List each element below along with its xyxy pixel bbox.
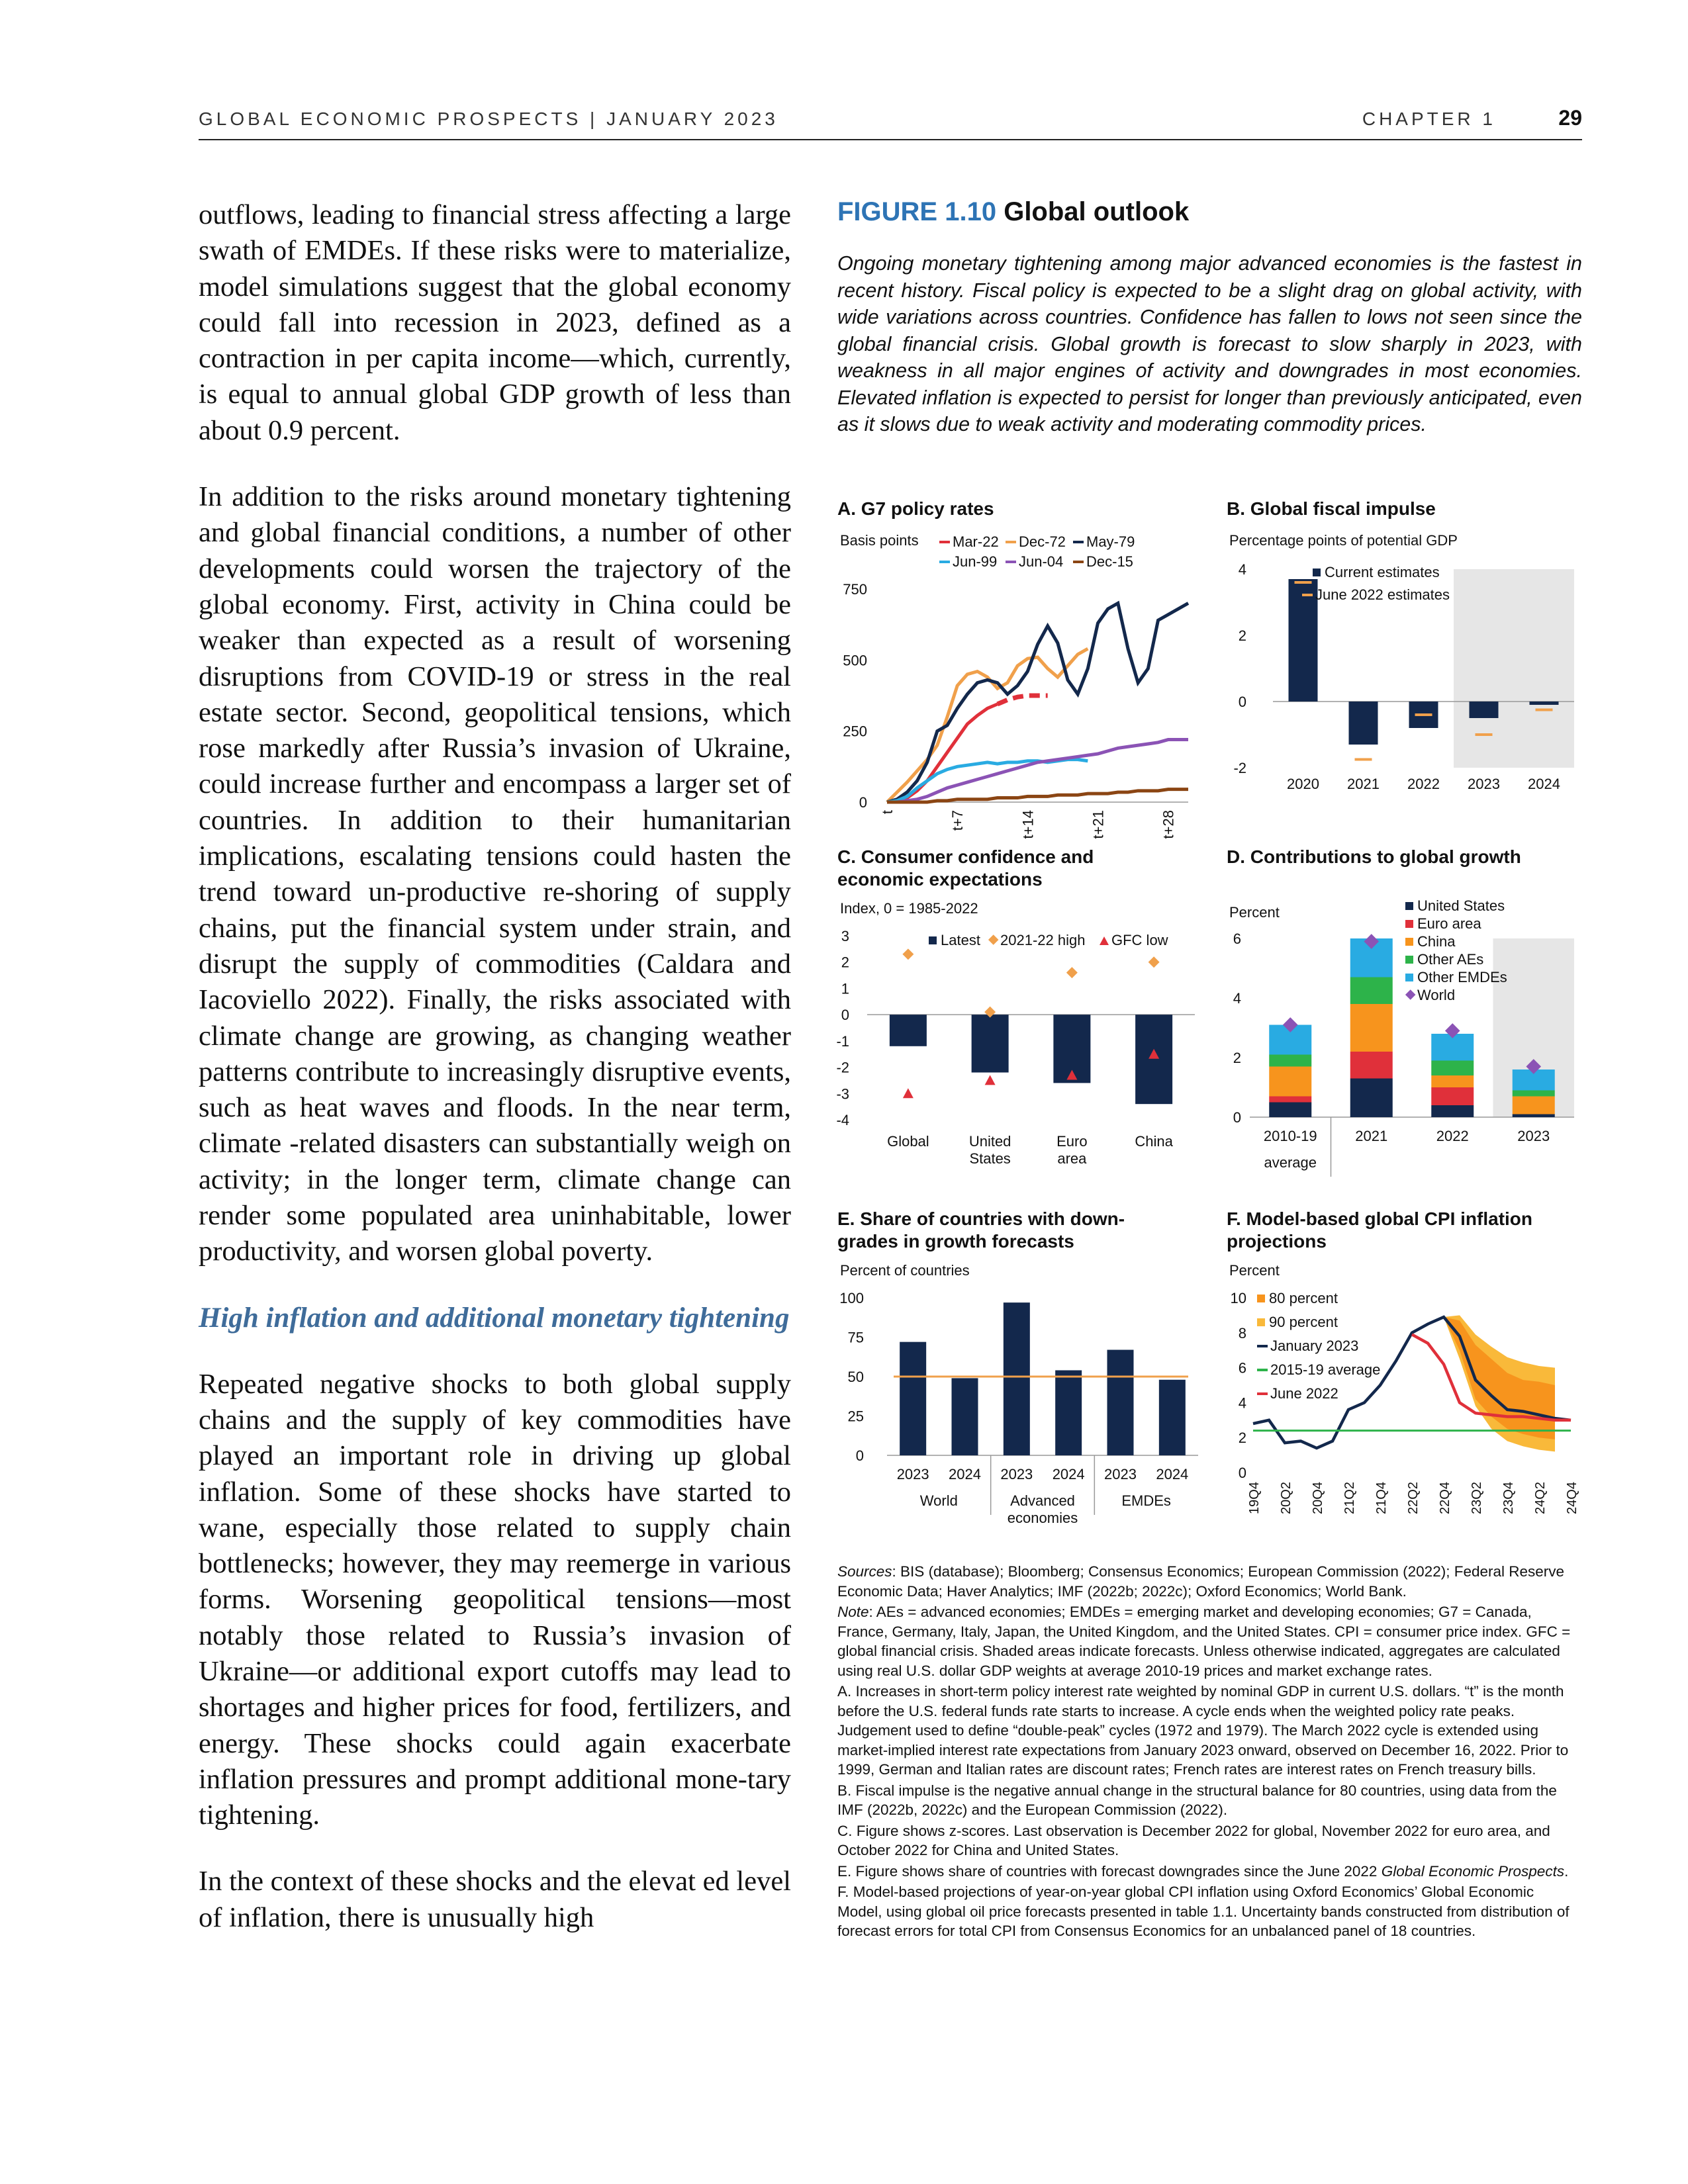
x-tick-label: 2020 — [1287, 776, 1319, 792]
x-tick-label: United — [968, 1133, 1011, 1150]
bar — [890, 1015, 927, 1046]
panel-c-chart — [837, 895, 1208, 1186]
x-tick-label: 21Q2 — [1342, 1482, 1357, 1514]
x-tick-label: 2024 — [1528, 776, 1560, 792]
bar — [972, 1015, 1009, 1072]
legend-swatch — [988, 934, 999, 945]
stack-segment — [1269, 1067, 1311, 1097]
stack-segment — [1513, 1115, 1555, 1118]
figure-notes — [837, 1562, 1582, 1942]
legend-label: GFC low — [1111, 932, 1168, 948]
x-tick-label: t — [879, 810, 896, 815]
figure-subtitle: Ongoing monetary tightening among major advanced economies is the fastest in recent history. Fiscal policy is expected to be a slight drag on global activity, with wide variations across countries. Confidence has fallen to lows not seen since the global financial crisis. Global growth is forecast to slow sharply in 2023, with weakness in all major engines of activity and downgrades in most economies. Elevated inflation is expected to persist for longer than previously anticipated, even as it slows due to weak activity and moderating commodity prices. — [837, 252, 1582, 435]
legend-label: Dec-72 — [1019, 533, 1066, 550]
note-e — [837, 1862, 1582, 1882]
x-tick-label: 22Q2 — [1406, 1482, 1421, 1514]
panel-f-title: F. Model-based global CPI inflation projections — [1227, 1208, 1533, 1251]
sources-note — [837, 1562, 1582, 1601]
legend-swatch — [1405, 989, 1416, 1000]
y-tick-label: 0 — [859, 794, 867, 811]
legend-swatch — [929, 936, 937, 944]
legend-label: 90 percent — [1269, 1314, 1338, 1330]
x-tick-label: 19Q4 — [1247, 1482, 1262, 1514]
legend-label: June 2022 — [1270, 1385, 1338, 1402]
y-axis-title: Percent — [1229, 1262, 1280, 1279]
y-axis-title: Basis points — [840, 532, 919, 549]
paragraph: In addition to the risks around monetary tightening and global financial conditions, a number of other developments could worsen the trajectory of the global economy. First, activity in China could be weaker than expected as a result of worsening disruptions from COVID-19 or stress in the real estate sector. Second, geopolitical tensions, which rose markedly after Russia’s invasion of Ukraine, could increase further and encompass a larger set of countries. In addition to their humanitarian implications, escalating tensions could hasten the trend toward un-productive re-shoring of supply chains, put the financial system under strain, and disrupt the supply of commodities (Caldara and Iacoviello 2022). Finally, the risks associated with climate change are growing, as changing weather patterns contribute to increasingly disruptive events, such as heat waves and floods. In the near term, climate -related disasters can substantially weigh on activity; in the longer term, climate change can render some populated area uninhabitable, lower productivity, and worsen global poverty. — [199, 481, 791, 1267]
marker-high — [902, 948, 914, 960]
stack-segment — [1350, 1004, 1393, 1052]
stack-segment — [1269, 1055, 1311, 1067]
x-tick-label: t+21 — [1090, 810, 1107, 839]
legend-label: Other EMDEs — [1417, 969, 1507, 985]
bar — [1055, 1370, 1082, 1455]
sources-label: Sources — [837, 1563, 892, 1580]
legend-label: 80 percent — [1269, 1290, 1338, 1306]
legend-label: Jun-04 — [1019, 553, 1064, 570]
y-tick-label: 0 — [841, 1007, 849, 1024]
legend-label: Mar-22 — [953, 533, 999, 550]
stack-segment — [1513, 1097, 1555, 1115]
x-tick-label: 2023 — [1000, 1466, 1033, 1482]
bar — [1159, 1380, 1186, 1455]
panel-c-title: C. Consumer confidence and economic expectations — [837, 846, 1094, 889]
panel-e — [837, 1208, 1208, 1539]
stack-segment — [1350, 1079, 1393, 1118]
y-tick-label: 3 — [841, 928, 849, 944]
y-tick-label: -4 — [836, 1112, 849, 1128]
legend-swatch — [1405, 974, 1413, 981]
note-label: Note — [837, 1604, 869, 1620]
x-tick-label: 2024 — [1156, 1466, 1189, 1482]
legend-swatch — [1405, 902, 1413, 910]
note-a: A. Increases in short-term policy interest rate weighted by nominal GDP in current U.S. dollars. “t” is the month before the U.S. federal funds rate starts to increase. A cycle ends when the weighted policy rate peaks. Judgement used to define “double-peak” cycles (1972 and 1979). The March 2022 cycle is extended using market-implied interest rate expectations from January 2023 onward, observed on December 16, 2022. Prior to 1999, German and Italian rates are discount rates; French rates are interest rates on French treasury bills. — [837, 1683, 1569, 1778]
legend-swatch — [1405, 920, 1413, 928]
y-tick-label: -1 — [836, 1032, 849, 1050]
y-tick-label: 0 — [1233, 1109, 1241, 1126]
x-tick-label: 24Q4 — [1565, 1482, 1579, 1514]
y-tick-label: 6 — [1238, 1359, 1246, 1377]
stack-segment — [1350, 978, 1393, 1005]
group-label: Advanced — [1010, 1492, 1075, 1509]
y-tick-label: 100 — [839, 1290, 864, 1306]
paragraph: outflows, leading to financial stress affecting a large swath of EMDEs. If these risks were to materialize, model simulations suggest that the global economy could fall into recession in 2023, defined as a contraction in per capita income—which, currently, is equal to annual global GDP growth of less than about 0.9 percent. — [199, 199, 791, 446]
x-tick-label: 2023 — [1104, 1466, 1137, 1482]
y-tick-label: 4 — [1233, 990, 1241, 1007]
legend-label: January 2023 — [1270, 1338, 1359, 1354]
y-tick-label: 0 — [1238, 694, 1246, 710]
bar — [1349, 702, 1378, 745]
panel-f-chart — [1227, 1257, 1584, 1548]
y-axis-title: Percent of countries — [840, 1262, 970, 1279]
bar — [952, 1378, 978, 1455]
y-tick-label: -3 — [836, 1085, 849, 1103]
y-tick-label: 25 — [847, 1408, 864, 1425]
x-tick-label: area — [1057, 1150, 1087, 1167]
stack-segment — [1513, 1091, 1555, 1097]
x-tick-label: 23Q4 — [1501, 1482, 1516, 1514]
x-tick-label: 22Q4 — [1438, 1482, 1452, 1514]
y-tick-label: 6 — [1233, 931, 1241, 947]
chapter-label: CHAPTER 1 — [1362, 109, 1496, 129]
page-number: 29 — [1558, 106, 1582, 130]
bar — [1135, 1015, 1172, 1104]
bar — [1530, 702, 1559, 705]
panel-d — [1227, 846, 1584, 1177]
note-e-text: E. Figure shows share of countries with forecast downgrades since the June 2022 — [837, 1862, 1382, 1880]
x-tick-label: 2024 — [949, 1466, 981, 1482]
panel-e-chart — [837, 1257, 1208, 1548]
x-tick-label: States — [969, 1150, 1011, 1167]
series-line-projection — [998, 696, 1048, 704]
forecast-shading — [1454, 569, 1574, 768]
y-tick-label: -2 — [1233, 760, 1246, 776]
x-tick-label: Global — [887, 1133, 929, 1150]
legend-label: Dec-15 — [1086, 553, 1133, 570]
page-header — [199, 106, 1582, 140]
x-tick-label: 2023 — [1517, 1128, 1550, 1144]
legend-label: Current estimates — [1325, 564, 1440, 580]
x-tick-label: 2021 — [1355, 1128, 1388, 1144]
y-axis-title: Percent — [1229, 904, 1280, 921]
panel-b-title: B. Global fiscal impulse — [1227, 498, 1436, 519]
x-tick-label: 20Q2 — [1279, 1482, 1293, 1514]
y-axis-title: Index, 0 = 1985-2022 — [840, 900, 978, 917]
legend-swatch — [1405, 956, 1413, 964]
bar — [1107, 1350, 1134, 1455]
legend-label: Other AEs — [1417, 951, 1484, 968]
running-title: GLOBAL ECONOMIC PROSPECTS | JANUARY 2023 — [199, 109, 778, 129]
sources-text: : BIS (database); Bloomberg; Consensus Economics; European Commission (2022); Federal Reserve Economic Data; Haver Analytics; IMF (2022b; 2022c); Oxford Economics; World Bank. — [837, 1563, 1565, 1600]
stack-segment — [1431, 1087, 1474, 1105]
bar — [1470, 702, 1499, 718]
figure-title — [837, 197, 1585, 227]
legend-swatch — [1313, 569, 1321, 576]
figure-name: Global outlook — [1004, 197, 1190, 226]
figure-number: FIGURE 1.10 — [837, 197, 997, 226]
panel-e-title: E. Share of countries with down-grades in growth forecasts — [837, 1208, 1125, 1251]
paragraph: In the context of these shocks and the elevat ed level of inflation, there is unusually high — [199, 1866, 791, 1933]
panel-a-chart — [837, 524, 1208, 839]
body-text-column — [199, 197, 791, 1966]
y-tick-label: 8 — [1238, 1324, 1246, 1342]
x-tick-label: t+7 — [949, 810, 966, 831]
y-tick-label: 4 — [1238, 561, 1246, 578]
x-tick-label: 24Q2 — [1533, 1482, 1548, 1514]
legend-label: 2015-19 average — [1270, 1361, 1381, 1378]
bar — [1004, 1302, 1030, 1455]
legend-swatch — [1100, 936, 1109, 945]
stack-segment — [1350, 1052, 1393, 1079]
note-b: B. Fiscal impulse is the negative annual change in the structural balance for 80 countries, using data from the IMF (2022b, 2022c) and the European Commission (2022). — [837, 1782, 1557, 1818]
stack-segment — [1431, 1105, 1474, 1117]
y-tick-label: 2 — [1233, 1050, 1241, 1066]
y-tick-label: 2 — [1238, 627, 1246, 644]
legend-swatch — [1257, 1318, 1265, 1326]
legend-label: World — [1417, 987, 1456, 1003]
bar — [900, 1342, 926, 1455]
group-label: World — [919, 1492, 958, 1509]
y-tick-label: 500 — [843, 652, 867, 669]
stack-segment — [1269, 1097, 1311, 1103]
x-tick-label: 20Q4 — [1311, 1482, 1325, 1514]
x-tick-label: 2021 — [1347, 776, 1380, 792]
x-tick-label: t+14 — [1019, 810, 1037, 839]
panel-a-title: A. G7 policy rates — [837, 498, 994, 519]
y-tick-label: 4 — [1238, 1394, 1246, 1412]
paragraph: Repeated negative shocks to both global supply chains and the supply of key commodities have played an important role in driving up global inflation. Some of these shocks have started to wane, especially those related to supply chain bottlenecks; however, they may reemerge in various forms. Worsening geopolitical tensions—most notably those related to Russia’s invasion of Ukraine—or additional export cutoffs may lead to shortages and higher prices for food, fertilizers, and energy. These shocks could again exacerbate inflation pressures and prompt additional mone-tary tightening. — [199, 1368, 791, 1831]
section-heading: High inflation and additional monetary tightening — [199, 1302, 790, 1334]
note-text: : AEs = advanced economies; EMDEs = emerging market and developing economies; G7 = Canada, France, Germany, Italy, Japan, the United Kingdom, and the United States. CPI = consumer price index. GFC = global financial crisis. Shaded areas indicate forecasts. Unless otherwise indicated, aggregates are calculated using real U.S. dollar GDP weights at average 2010-19 prices and market exchange rates. — [837, 1604, 1571, 1679]
panel-d-chart — [1227, 872, 1584, 1183]
y-tick-label: 0 — [1238, 1465, 1246, 1481]
legend-label: United States — [1417, 897, 1505, 914]
x-tick-label: 2022 — [1407, 776, 1440, 792]
y-axis-title: Percentage points of potential GDP — [1229, 532, 1458, 549]
y-tick-label: 250 — [843, 723, 867, 740]
x-tick-label: 21Q4 — [1374, 1482, 1389, 1514]
x-tick-label: t+28 — [1160, 810, 1177, 839]
panel-a — [837, 498, 1208, 839]
y-tick-label: -2 — [836, 1059, 849, 1076]
panel-d-title: D. Contributions to global growth — [1227, 846, 1521, 867]
panel-c — [837, 846, 1208, 1177]
note-e-publication: Global Economic Prospects — [1381, 1862, 1565, 1880]
group-label: EMDEs — [1121, 1492, 1171, 1509]
stack-segment — [1269, 1103, 1311, 1118]
legend-label: Latest — [941, 932, 980, 948]
x-tick-label: 2010-19 — [1263, 1128, 1317, 1144]
legend-label: China — [1417, 933, 1456, 950]
y-tick-label: 10 — [1230, 1290, 1246, 1306]
note-e-end: . — [1564, 1862, 1569, 1880]
marker-high — [1066, 967, 1078, 978]
legend-label: Euro area — [1417, 915, 1481, 932]
x-tick-label: 2023 — [1468, 776, 1500, 792]
x-tick-label: 2023 — [896, 1466, 929, 1482]
y-tick-label: 0 — [855, 1447, 864, 1464]
group-label: economies — [1007, 1510, 1078, 1526]
y-tick-label: 50 — [847, 1369, 864, 1385]
panel-b — [1227, 498, 1584, 815]
legend-label: June 2022 estimates — [1315, 586, 1450, 603]
y-tick-label: 2 — [1238, 1430, 1246, 1447]
general-note — [837, 1602, 1582, 1680]
panel-f — [1227, 1208, 1584, 1539]
stack-segment — [1431, 1075, 1474, 1087]
y-tick-label: 1 — [841, 980, 849, 997]
legend-swatch — [1257, 1295, 1265, 1302]
x-tick-label: average — [1264, 1154, 1317, 1171]
marker-high — [1149, 956, 1160, 968]
x-tick-label: 2022 — [1436, 1128, 1469, 1144]
bar — [1289, 579, 1318, 702]
x-tick-label: China — [1135, 1133, 1173, 1150]
note-f: F. Model-based projections of year-on-year global CPI inflation using Oxford Economics’ Global Economic Model, using global oil price forecasts presented in table 1.1. Uncertainty bands constructed from distribution of forecast errors for total CPI from Consensus Economics for an unbalanced panel of 18 countries. — [837, 1884, 1570, 1939]
y-tick-label: 750 — [843, 581, 867, 598]
stack-segment — [1431, 1061, 1474, 1076]
y-tick-label: 75 — [847, 1329, 864, 1346]
x-tick-label: 2024 — [1052, 1466, 1085, 1482]
marker-gfc-low — [985, 1075, 996, 1085]
panel-b-chart — [1227, 524, 1584, 815]
legend-label: May-79 — [1086, 533, 1135, 550]
note-c: C. Figure shows z-scores. Last observation is December 2022 for global, November 2022 for euro area, and October 2022 for China and United States. — [837, 1822, 1550, 1858]
y-tick-label: 2 — [841, 954, 849, 971]
marker-gfc-low — [903, 1088, 914, 1098]
legend-label: Jun-99 — [953, 553, 998, 570]
x-tick-label: 23Q2 — [1470, 1482, 1484, 1514]
legend-label: 2021-22 high — [1000, 932, 1086, 948]
legend-swatch — [1405, 938, 1413, 946]
x-tick-label: Euro — [1056, 1133, 1088, 1150]
